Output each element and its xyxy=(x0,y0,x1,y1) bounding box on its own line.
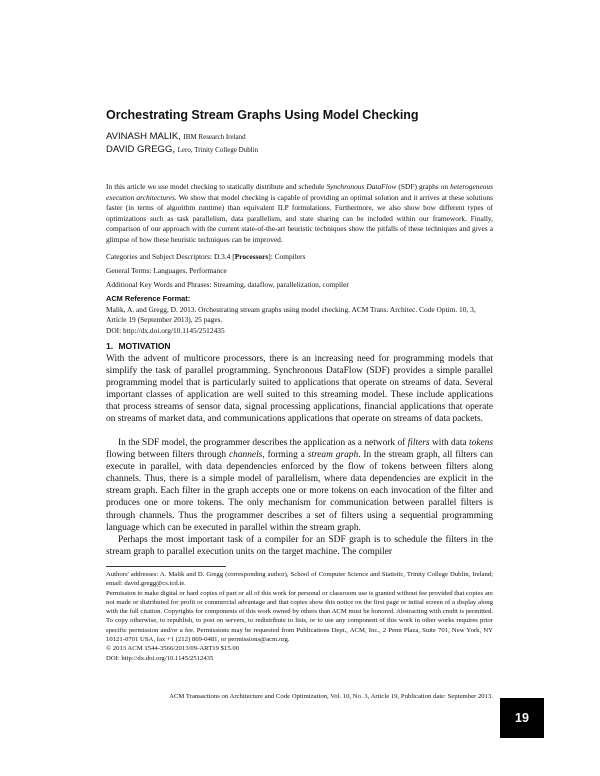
text-run: . In the stream graph, all filters can execute in parallel, with data dependencies enforced by the flow of tokens between filters along channels. Thus, there is a simple model of parallelism, where data dependencies are explicit in the stream graph. Each filter in the graph accepts one or more tokens on each invocation of the filter and produces one or more tokens. The only mechanism for communication between parallel filters is through channels. Thus the programmer describes a set of filters using a sequential programming language which can be executed in parallel within the stream graph. xyxy=(106,450,493,533)
text-run: Perhaps the most important task of a compiler for an SDF graph is to schedule the filters in the stream graph to parallel execution units on the target machine. The compiler xyxy=(106,535,493,558)
page-number: 19 xyxy=(500,698,544,738)
author-name: DAVID GREGG, xyxy=(106,144,175,155)
author-name: AVINASH MALIK, xyxy=(106,131,181,142)
emphasis-text: heterogeneous execution architectures. xyxy=(106,182,493,202)
text-run: (SDF) graphs on xyxy=(396,182,451,191)
emphasis-text: Synchronous DataFlow xyxy=(326,182,397,191)
reference-doi: DOI: http://dx.doi.org/10.1145/2512435 xyxy=(106,325,225,335)
footnote-addresses: Authors' addresses: A. Malik and D. Gregg (corresponding author), School of Computer Science and Statistic, Trinity College Dublin, Ireland; email: david.gregg@cs.tcd.ie. xyxy=(106,571,493,588)
text-run: flowing between filters through xyxy=(106,450,229,461)
section-number: 1. xyxy=(106,341,114,351)
keywords: Additional Key Words and Phrases: Streaming, dataflow, parallelization, compiler xyxy=(106,280,349,289)
paper-title: Orchestrating Stream Graphs Using Model Checking xyxy=(106,108,419,122)
footnote-rule xyxy=(106,566,226,567)
body-paragraph xyxy=(106,534,493,558)
text-run: With the advent of multicore processors, there is an increasing need for programming models that simplify the task of parallel programming. Synchronous DataFlow (SDF) provides a simple parallel programming model that is particularly suited to applications that operate on streams of data. Several important classes of application are well suited to this streaming model. These include applications that process streams of sensor data, signal processing applications, financial applications that operate on streams of market data, and communications applications that operate on streams of data packets. xyxy=(106,354,493,425)
author-line xyxy=(106,131,246,142)
body-paragraph xyxy=(106,353,493,426)
general-terms: General Terms: Languages, Performance xyxy=(106,266,227,275)
body-paragraph xyxy=(106,437,493,534)
text-run: Categories and Subject Descriptors: D.3.4 [ xyxy=(106,252,235,261)
text-run: In this article we use model checking to statically distribute and schedule xyxy=(106,182,327,191)
footnote-permission: Permission to make digital or hard copies of part or all of this work for personal or classroom use is granted without fee provided that copies are not made or distributed for profit or commercial advantage and that copies show this notice on the first page or initial screen of a display along with the full citation. Copyrights for components of this work owned by others than ACM must be honored. Abstracting with credit is permitted. To copy otherwise, to republish, to post on servers, to redistribute to lists, or to use any component of this work in other works requires prior specific permission and/or a fee. Permissions may be requested from Publications Dept., ACM, Inc., 2 Penn Plaza, Suite 701, New York, NY 10121-0701 USA, fax +1 (212) 869-0481, or permissions@acm.org. xyxy=(106,589,493,644)
bold-text: Processors xyxy=(234,252,269,261)
reference-format xyxy=(106,294,493,336)
section-heading xyxy=(106,341,171,351)
emphasis-text: stream graph xyxy=(307,450,359,461)
reference-heading: ACM Reference Format: xyxy=(106,294,191,303)
abstract xyxy=(106,182,493,245)
emphasis-text: channels xyxy=(229,450,263,461)
author-line xyxy=(106,144,258,155)
author-affiliation: IBM Research Ireland xyxy=(183,133,246,141)
footnote xyxy=(106,570,493,663)
running-footer: ACM Transactions on Architecture and Code Optimization, Vol. 10, No. 3, Article 19, Publication date: September 2013. xyxy=(169,693,493,700)
reference-text: Malik, A. and Gregg, D. 2013. Orchestrating stream graphs using model checking. ACM Trans. Architec. Code Optim. 10, 3, Article 19 (September 2013), 25 pages. xyxy=(106,304,476,324)
emphasis-text: filters xyxy=(407,438,430,448)
text-run: with data xyxy=(429,438,470,448)
emphasis-text: tokens xyxy=(469,438,493,448)
text-run: In the SDF model, the programmer describes the application as a network of xyxy=(118,438,408,448)
text-run: , forming a xyxy=(262,450,308,461)
text-run: ]: Compilers xyxy=(268,252,306,261)
footnote-doi: DOI: http://dx.doi.org/10.1145/2512435 xyxy=(106,654,214,662)
section-title: MOTIVATION xyxy=(118,341,171,351)
text-run: We show that model checking is capable of providing an optimal solution and it arrives at these solutions faster (in terms of algorithm runtime) than equivalent ILP formulations. Furthermore, we also show how different types of optimizations such as task parallelism, data parallelism, and state sharing can be included within our framework. Finally, comparison of our approach with the current state-of-the-art heuristic techniques show the pitfalls of these techniques and gives a glimpse of how these heuristic techniques can be improved. xyxy=(106,192,493,244)
categories-descriptors xyxy=(106,252,493,263)
author-affiliation: Lero, Trinity College Dublin xyxy=(177,146,259,154)
footnote-copyright: © 2013 ACM 1544-3566/2013/09-ART19 $15.00 xyxy=(106,645,240,653)
